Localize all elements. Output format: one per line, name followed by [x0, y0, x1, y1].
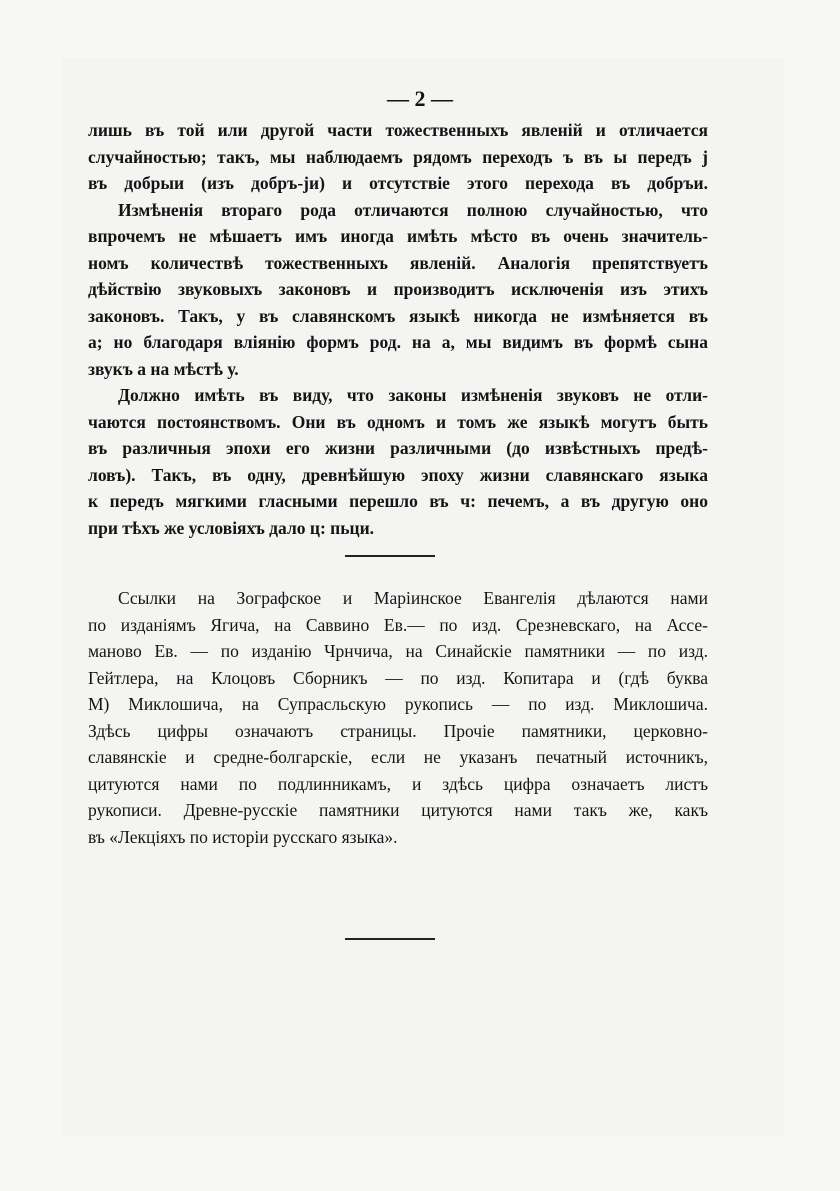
text-line: случайностью; такъ, мы наблюдаемъ рядомъ переходъ ъ въ ы передъ j: [88, 146, 708, 167]
text-line: при тѣхъ же условіяхъ дало ц: пьци.: [88, 517, 375, 538]
text-line: по изданіямъ Ягича, на Саввино Ев.— по изд. Срезневскаго, на Ассе-: [88, 614, 708, 635]
text-line: Измѣненія втораго рода отличаются полною случайностью, что: [118, 199, 708, 220]
text-line: ловъ). Такъ, въ одну, древнѣйшую эпоху жизни славянскаго языка: [88, 464, 708, 485]
text-line: звукъ а на мѣстѣ у.: [88, 358, 239, 379]
text-line: М) Миклошича, на Супрасльскую рукопись — по изд. Миклошича.: [88, 694, 708, 714]
text-line: впрочемъ не мѣшаетъ имъ иногда имѣть мѣсто въ очень значитель-: [88, 226, 708, 246]
text-line: чаются постоянствомъ. Они въ одномъ и томъ же языкѣ могутъ быть: [88, 411, 708, 432]
text-line: въ «Лекціяхъ по исторіи русскаго языка».: [88, 826, 398, 847]
text-line: рукописи. Древне-русскіе памятники цитуются нами такъ же, какъ: [88, 800, 708, 820]
text-line: законовъ. Такъ, у въ славянскомъ языкѣ никогда не измѣняется въ: [88, 305, 708, 326]
text-line: маново Ев. — по изданію Чрнчича, на Синайскіе памятники — по изд.: [88, 641, 708, 661]
text-line: Ссылки на Зографское и Маріинское Евангелія дѣлаются нами: [118, 588, 708, 608]
text-line: Гейтлера, на Клоцовъ Сборникъ — по изд. Копитара и (гдѣ буква: [88, 667, 708, 688]
page-number: — 2 —: [387, 86, 453, 111]
divider-rule: [345, 938, 435, 940]
divider-rule: [345, 555, 435, 557]
text-line: въ различныя эпохи его жизни различными (до извѣстныхъ предѣ-: [88, 438, 708, 458]
text-line: славянскіе и средне-болгарскіе, если не указанъ печатный источникъ,: [88, 747, 708, 767]
text-line: въ добрыи (изъ добръ-jи) и отсутствіе этого перехода въ добръи.: [88, 173, 708, 193]
text-line: номъ количествѣ тожественныхъ явленій. Аналогія препятствуетъ: [88, 252, 708, 273]
section-grammar-text: [88, 117, 708, 541]
text-line: к передъ мягкими гласными перешло въ ч: печемъ, а въ другую оно: [88, 491, 708, 511]
text-line: Здѣсь цифры означаютъ страницы. Прочіе памятники, церковно-: [88, 720, 708, 741]
text-line: Должно имѣть въ виду, что законы измѣненія звуковъ не отли-: [118, 385, 708, 405]
section-references-text: [88, 585, 708, 850]
text-line: а; но благодаря вліянію формъ род. на а, мы видимъ въ формѣ сына: [88, 332, 708, 352]
text-line: лишь въ той или другой части тожественныхъ явленій и отличается: [88, 120, 708, 140]
text-line: дѣйствію звуковыхъ законовъ и производитъ исключенія изъ этихъ: [88, 279, 708, 299]
text-line: цитуются нами по подлинникамъ, и здѣсь цифра означаетъ листъ: [88, 773, 708, 794]
